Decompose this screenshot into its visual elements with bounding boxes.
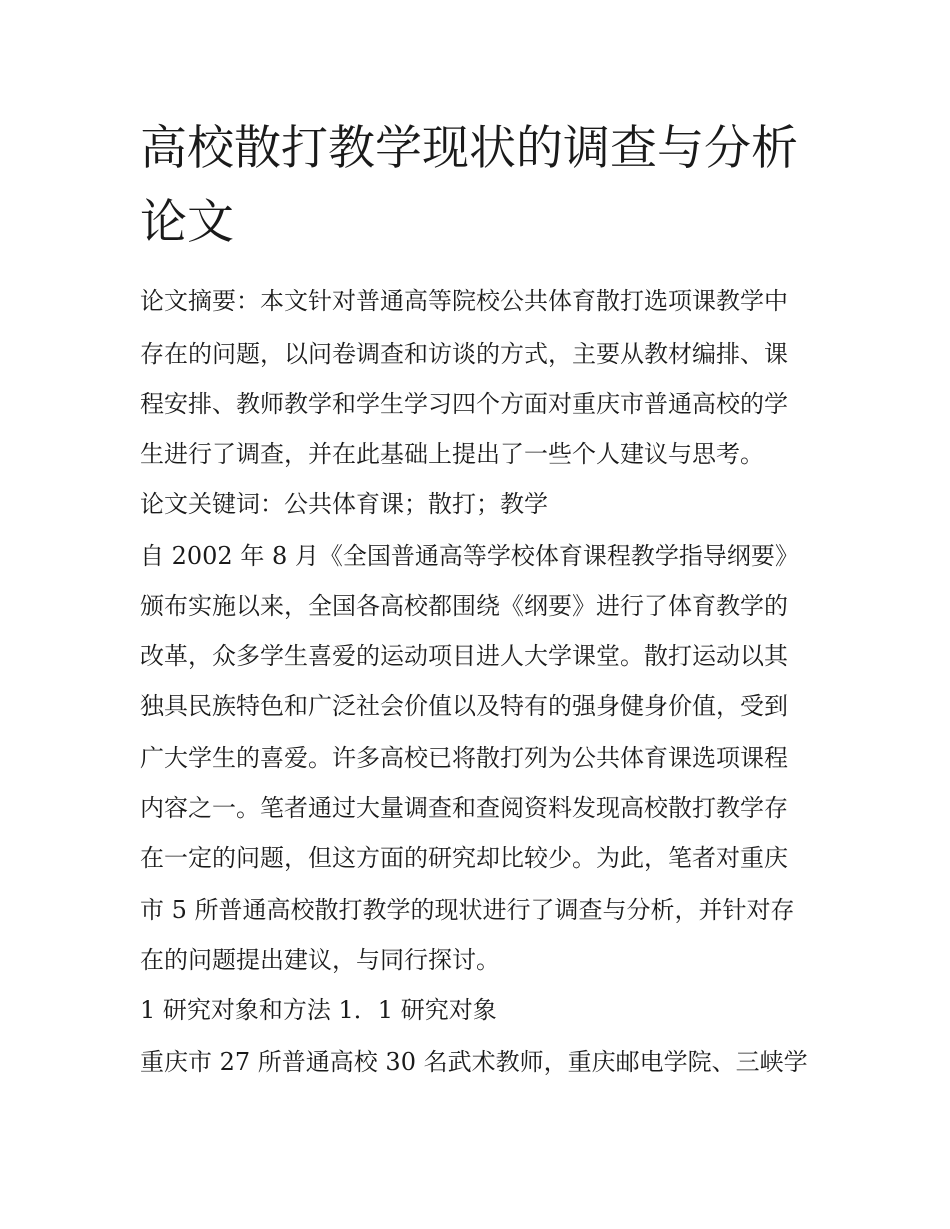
- abstract-line-4: 生进行了调查，并在此基础上提出了一些个人建议与思考。: [140, 440, 764, 468]
- body-line-2: 颁布实施以来，全国各高校都围绕《纲要》进行了体育教学的: [140, 592, 788, 620]
- section-heading: 1 研究对象和方法 1．1 研究对象: [140, 996, 497, 1024]
- document-title: 高校散打教学现状的调查与分析论文: [140, 121, 798, 250]
- body-line-7: 在一定的问题，但这方面的研究却比较少。为此，笔者对重庆: [140, 844, 788, 872]
- body-line-4: 独具民族特色和广泛社会价值以及特有的强身健身价值，受到: [140, 692, 788, 720]
- body-line-1: 自 2002 年 8 月《全国普通高等学校体育课程教学指导纲要》: [140, 542, 799, 570]
- abstract-line-2: 存在的问题，以问卷调查和访谈的方式，主要从教材编排、课: [140, 340, 788, 368]
- body-line-3: 改革，众多学生喜爱的运动项目进人大学课堂。散打运动以其: [140, 642, 788, 670]
- body-line-10: 重庆市 27 所普通高校 30 名武术教师，重庆邮电学院、三峡学: [140, 1048, 808, 1076]
- body-line-6: 内容之一。笔者通过大量调查和查阅资料发现高校散打教学存: [140, 794, 788, 822]
- abstract-line-3: 程安排、教师教学和学生学习四个方面对重庆市普通高校的学: [140, 390, 788, 418]
- body-line-5: 广大学生的喜爱。许多高校已将散打列为公共体育课选项课程: [140, 744, 788, 772]
- body-line-8: 市 5 所普通高校散打教学的现状进行了调查与分析，并针对存: [140, 896, 795, 924]
- keywords-line: 论文关键词：公共体育课；散打；教学: [140, 490, 548, 518]
- body-line-9: 在的问题提出建议，与同行探讨。: [140, 946, 500, 974]
- abstract-line-1: 论文摘要：本文针对普通高等院校公共体育散打选项课教学中: [140, 287, 788, 315]
